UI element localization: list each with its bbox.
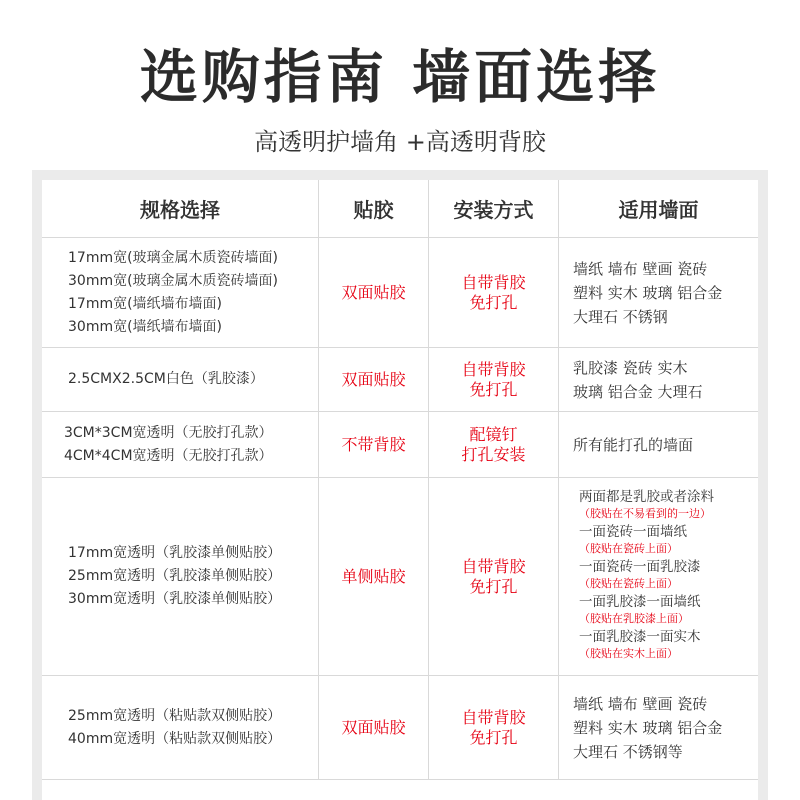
wall-line: 玻璃 铝合金 大理石 xyxy=(573,382,703,401)
spec-line: 17mm宽透明（乳胶漆单侧贴胶） xyxy=(68,545,282,561)
spec-line: 30mm宽(墙纸墙布墙面) xyxy=(68,318,223,335)
wall-line: 墙纸 墙布 壁画 瓷砖 xyxy=(573,694,708,713)
install-cell xyxy=(428,676,558,779)
walls-cell xyxy=(558,238,758,347)
install-line: 自带背胶 xyxy=(461,707,526,727)
wall-line: 一面乳胶漆一面实木 xyxy=(579,629,701,645)
spec-line: 40mm宽透明（粘贴款双侧贴胶） xyxy=(68,730,282,747)
glue-note: （胶贴在瓷砖上面） xyxy=(579,577,678,590)
spec-line: 2.5CMX2.5CM白色（乳胶漆） xyxy=(68,371,264,387)
spec-cell xyxy=(42,478,318,675)
walls-cell xyxy=(558,412,758,477)
walls-cell xyxy=(558,478,758,675)
walls-cell xyxy=(558,676,758,779)
glue-note: （胶贴在不易看到的一边） xyxy=(579,507,711,520)
wall-line: 乳胶漆 瓷砖 实木 xyxy=(573,358,688,377)
column-header-glue: 贴胶 xyxy=(318,180,428,237)
wall-line: 两面都是乳胶或者涂料 xyxy=(579,489,714,505)
page-subtitle: 高透明护墙角 +高透明背胶 xyxy=(254,128,546,156)
guide-panel xyxy=(32,170,768,800)
wall-line: 一面乳胶漆一面墙纸 xyxy=(579,594,701,610)
walls-cell xyxy=(558,348,758,411)
page-title: 选购指南 墙面选择 xyxy=(139,43,661,111)
install-cell xyxy=(428,412,558,477)
spec-cell xyxy=(42,348,318,411)
glue-type: 双面贴胶 xyxy=(341,369,406,389)
install-line: 自带背胶 xyxy=(461,272,526,292)
wall-line: 塑料 实木 玻璃 铝合金 xyxy=(573,718,723,737)
install-line: 免打孔 xyxy=(469,727,518,747)
table-row xyxy=(42,676,758,780)
wall-line: 塑料 实木 玻璃 铝合金 xyxy=(573,283,723,302)
wall-line: 大理石 不锈钢 xyxy=(573,307,668,326)
spec-table xyxy=(42,180,758,800)
glue-cell xyxy=(318,478,428,675)
spec-line: 30mm宽透明（乳胶漆单侧贴胶） xyxy=(68,591,282,607)
table-row xyxy=(42,238,758,348)
spec-line: 25mm宽透明（粘贴款双侧贴胶） xyxy=(68,707,282,724)
glue-cell xyxy=(318,412,428,477)
glue-cell xyxy=(318,238,428,347)
install-line: 自带背胶 xyxy=(461,556,526,576)
install-cell xyxy=(428,478,558,675)
table-header-row xyxy=(42,180,758,238)
spec-line: 4CM*4CM宽透明（无胶打孔款） xyxy=(64,447,273,464)
spec-line: 3CM*3CM宽透明（无胶打孔款） xyxy=(64,424,273,441)
glue-type: 双面贴胶 xyxy=(341,717,406,737)
spec-cell xyxy=(42,412,318,477)
glue-note: （胶贴在实木上面） xyxy=(579,647,678,660)
install-line: 自带背胶 xyxy=(461,359,526,379)
glue-note: （胶贴在乳胶漆上面） xyxy=(579,612,689,625)
install-line: 配镜钉 xyxy=(469,424,518,444)
install-cell xyxy=(428,348,558,411)
table-row xyxy=(42,348,758,412)
glue-type: 单侧贴胶 xyxy=(341,566,406,586)
spec-cell xyxy=(42,238,318,347)
wall-line: 一面瓷砖一面乳胶漆 xyxy=(579,559,701,575)
spec-line: 25mm宽透明（乳胶漆单侧贴胶） xyxy=(68,568,282,584)
glue-cell xyxy=(318,348,428,411)
column-header-spec: 规格选择 xyxy=(140,198,220,222)
wall-line: 大理石 不锈钢等 xyxy=(573,742,683,761)
glue-note: （胶贴在瓷砖上面） xyxy=(579,542,678,555)
wall-line: 墙纸 墙布 壁画 瓷砖 xyxy=(573,259,708,278)
glue-type: 双面贴胶 xyxy=(341,282,406,302)
table-row xyxy=(42,412,758,478)
wall-line: 一面瓷砖一面墙纸 xyxy=(579,524,687,540)
spec-cell xyxy=(42,676,318,779)
install-line: 免打孔 xyxy=(469,292,518,312)
spec-line: 30mm宽(玻璃金属木质瓷砖墙面) xyxy=(68,272,279,289)
wall-line: 所有能打孔的墙面 xyxy=(573,435,694,454)
install-line: 免打孔 xyxy=(469,379,518,399)
glue-type: 不带背胶 xyxy=(341,434,406,454)
glue-cell xyxy=(318,676,428,779)
spec-line: 17mm宽(玻璃金属木质瓷砖墙面) xyxy=(68,249,279,266)
column-header-walls: 适用墙面 xyxy=(558,180,758,237)
spec-line: 17mm宽(墙纸墙布墙面) xyxy=(68,295,223,312)
install-line: 打孔安装 xyxy=(461,444,526,464)
table-row xyxy=(42,478,758,676)
install-cell xyxy=(428,238,558,347)
install-line: 免打孔 xyxy=(469,576,518,596)
column-header-install: 安装方式 xyxy=(428,180,558,237)
